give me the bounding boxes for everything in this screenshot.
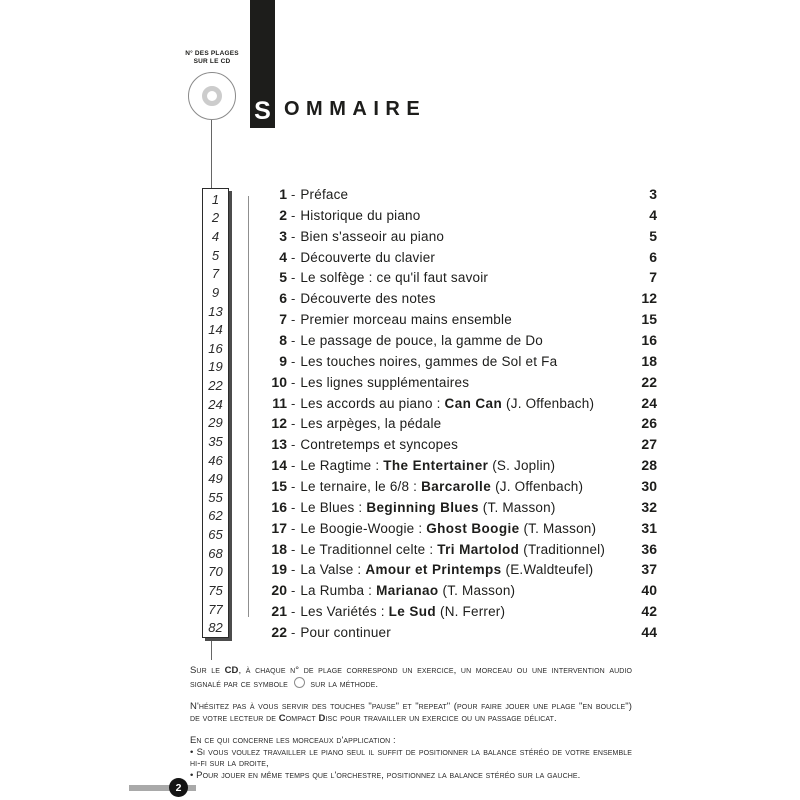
toc-entry-title: Bien s'asseoir au piano [300, 228, 445, 244]
toc-entry-number: 2 [279, 206, 287, 223]
toc-entry-page: 31 [641, 519, 657, 536]
toc-entry-page: 28 [641, 457, 657, 474]
toc-entry-title: Le solfège : ce qu'il faut savoir [300, 270, 489, 286]
track-number: 35 [208, 433, 223, 449]
toc-entry-dash: - [291, 312, 296, 328]
toc-entry-dash: - [291, 333, 296, 349]
toc-entry-number: 4 [279, 248, 287, 265]
track-number: 46 [208, 452, 223, 468]
toc-entry-dash: - [291, 625, 296, 641]
track-number: 4 [211, 229, 220, 245]
title-initial: S [254, 97, 271, 125]
toc-entry-page: 24 [641, 394, 657, 411]
toc-entry [270, 499, 657, 520]
toc-entry-dash: - [291, 437, 296, 453]
toc-entry-page: 42 [641, 603, 657, 620]
track-number: 82 [208, 620, 223, 636]
track-number: 2 [211, 210, 220, 226]
track-number: 65 [208, 527, 223, 543]
toc-entry [270, 603, 657, 624]
connector-line-bottom [211, 641, 212, 660]
page-title: OMMAIRE [284, 98, 427, 120]
toc-entry-page: 15 [641, 311, 657, 328]
toc-entry-number: 20 [271, 582, 287, 599]
notes [190, 665, 632, 781]
toc-entry [270, 290, 657, 311]
toc-entry [270, 478, 657, 499]
toc-entry-number: 3 [279, 227, 287, 244]
toc-entry-title: Les arpèges, la pédale [300, 416, 442, 432]
toc-entry-dash: - [291, 291, 296, 307]
toc-entry-dash: - [291, 499, 296, 515]
note-paragraph: N'hésitez pas à vous servir des touches "pause" et "repeat" (pour faire jouer une plage "en boucle") de votre lecteur de Compact Disc pour travailler un exercice ou un passage délicat. [190, 701, 632, 724]
connector-line-top [211, 120, 212, 188]
cd-tracks-label [170, 50, 254, 66]
toc-entry-page: 3 [649, 186, 657, 202]
toc-entry-number: 19 [271, 561, 287, 578]
toc-entry-page: 6 [649, 248, 657, 265]
toc-entry-title: Le Ragtime : The Entertainer (S. Joplin) [300, 458, 556, 474]
toc-entry [270, 457, 657, 478]
toc-entry-number: 6 [279, 290, 287, 307]
toc-entry-number: 13 [271, 436, 287, 453]
track-number: 77 [208, 601, 223, 617]
toc-entry-title: Les accords au piano : Can Can (J. Offenbach) [300, 395, 595, 411]
toc-entry [270, 395, 657, 416]
toc-entry-page: 12 [641, 290, 657, 307]
toc-entry-number: 15 [271, 478, 287, 495]
toc-entry-title: La Valse : Amour et Printemps (E.Waldteufel) [300, 562, 594, 578]
track-number: 55 [208, 489, 223, 505]
toc-entry-page: 16 [641, 332, 657, 349]
note-paragraph: Sur le CD, à chaque n° de plage correspond un exercice, un morceau ou une intervention audio signalé par ce symbole sur la méthode. [190, 665, 632, 690]
toc-entry-dash: - [291, 479, 296, 495]
toc-entry [270, 228, 657, 249]
track-number: 19 [208, 359, 223, 375]
track-number: 14 [208, 322, 223, 338]
track-number: 29 [208, 415, 223, 431]
toc-entry-dash: - [291, 353, 296, 369]
page-number-badge [169, 778, 188, 797]
toc-entry-dash: - [291, 249, 296, 265]
toc-entry-title: Premier morceau mains ensemble [300, 312, 512, 328]
track-number: 22 [208, 378, 223, 394]
toc-entry-page: 5 [649, 227, 657, 244]
toc-entry [270, 561, 657, 582]
toc-entry-page: 18 [641, 352, 657, 369]
toc-entry-number: 17 [271, 519, 287, 536]
cd-symbol-icon [294, 677, 305, 688]
note-paragraph: En ce qui concerne les morceaux d'application : [190, 735, 396, 746]
toc-entry-number: 9 [279, 352, 287, 369]
toc-entry-dash: - [291, 562, 296, 578]
toc-entry-page: 44 [641, 624, 657, 641]
toc-entry [270, 311, 657, 332]
toc-entry-title: Contretemps et syncopes [300, 437, 459, 453]
toc-entry-title: Préface [300, 187, 349, 202]
toc-entry-title: Découverte du clavier [300, 249, 436, 265]
toc-entry-number: 8 [279, 332, 287, 349]
toc-entry-page: 36 [641, 540, 657, 557]
toc-entry [270, 269, 657, 290]
track-number: 7 [211, 266, 220, 282]
track-number: 49 [208, 471, 223, 487]
toc-entry [270, 520, 657, 541]
toc-entry-number: 5 [279, 269, 287, 286]
toc-entry-number: 11 [272, 394, 287, 411]
toc-entry-dash: - [291, 395, 296, 411]
toc-entry-page: 22 [641, 373, 657, 390]
toc-entry-title: Le Boogie-Woogie : Ghost Boogie (T. Masson) [300, 520, 597, 536]
track-number: 70 [208, 564, 223, 580]
page-number: 2 [175, 781, 182, 794]
toc-entry [270, 541, 657, 562]
track-number: 75 [208, 582, 223, 598]
toc-entry-number: 22 [271, 624, 287, 641]
toc-entry-dash: - [291, 374, 296, 390]
toc-entry [270, 186, 657, 207]
track-number: 1 [211, 191, 220, 207]
track-number: 24 [208, 396, 223, 412]
toc-entry-page: 27 [641, 436, 657, 453]
toc-entry [270, 436, 657, 457]
track-number-list [202, 188, 229, 638]
toc-entry [270, 624, 657, 645]
toc-entry-title: Le Blues : Beginning Blues (T. Masson) [300, 499, 556, 515]
toc-entry-number: 21 [271, 603, 287, 620]
toc-entry-dash: - [291, 541, 296, 557]
toc-entry-dash: - [291, 187, 296, 202]
track-number: 9 [211, 284, 220, 300]
toc-entry-dash: - [291, 458, 296, 474]
toc-entry-dash: - [291, 604, 296, 620]
toc-entry [270, 374, 657, 395]
toc-entry-page: 26 [641, 415, 657, 432]
cd-tracks-label-line2: SUR LE CD [193, 58, 231, 65]
toc-entry-title: Historique du piano [300, 207, 421, 223]
toc-entry-title: Les lignes supplémentaires [300, 374, 470, 390]
cd-disc-hole [202, 86, 222, 106]
toc-entry-page: 40 [641, 582, 657, 599]
toc-entry-page: 7 [649, 269, 657, 286]
toc-entry [270, 249, 657, 270]
toc-entry [270, 332, 657, 353]
toc-entry-dash: - [291, 207, 296, 223]
track-number: 13 [208, 303, 223, 319]
vertical-divider [248, 196, 249, 617]
toc-entry-number: 10 [271, 373, 287, 390]
toc-entry-dash: - [291, 416, 296, 432]
toc-entry-page: 30 [641, 478, 657, 495]
note-paragraph: • Si vous voulez travailler le piano seul il suffit de positionner la balance stéréo de votre ensemble hi-fi sur la droite, [190, 746, 632, 769]
cd-tracks-label-line1: N° DES PLAGES [185, 50, 239, 57]
toc-entry-title: Les touches noires, gammes de Sol et Fa [300, 353, 558, 369]
track-number: 5 [211, 247, 220, 263]
track-number: 16 [208, 340, 223, 356]
toc-entry-title: Découverte des notes [300, 291, 436, 307]
note-paragraph: • Pour jouer en même temps que l'orchestre, positionnez la balance stéréo sur la gauche. [190, 769, 581, 781]
toc-entry-number: 18 [271, 540, 287, 557]
toc-entry-dash: - [291, 520, 296, 536]
toc-entry [270, 353, 657, 374]
toc-entry-number: 14 [271, 457, 287, 474]
toc-entry-dash: - [291, 228, 296, 244]
toc-entry [270, 582, 657, 603]
toc-entry-title: Pour continuer [300, 625, 391, 641]
toc-entry-page: 37 [641, 561, 657, 578]
toc-entry-number: 16 [271, 498, 287, 515]
toc-entry-title: La Rumba : Marianao (T. Masson) [300, 583, 516, 599]
toc-entry-title: Le Traditionnel celte : Tri Martolod (Traditionnel) [300, 541, 606, 557]
toc-entry-number: 1 [279, 186, 287, 202]
cd-disc-icon [188, 72, 236, 120]
toc-list [270, 186, 657, 645]
toc-entry-dash: - [291, 270, 296, 286]
toc-entry-title: Le ternaire, le 6/8 : Barcarolle (J. Offenbach) [300, 479, 584, 495]
toc-entry-dash: - [291, 583, 296, 599]
toc-entry-number: 7 [279, 311, 287, 328]
toc-entry-number: 12 [271, 415, 287, 432]
toc-entry-title: Le passage de pouce, la gamme de Do [300, 333, 544, 349]
toc-entry-title: Les Variétés : Le Sud (N. Ferrer) [300, 604, 506, 620]
track-number: 68 [208, 545, 223, 561]
toc-entry-page: 4 [649, 206, 657, 223]
toc-entry [270, 415, 657, 436]
toc-entry [270, 207, 657, 228]
track-number: 62 [208, 508, 223, 524]
toc-entry-page: 32 [641, 498, 657, 515]
